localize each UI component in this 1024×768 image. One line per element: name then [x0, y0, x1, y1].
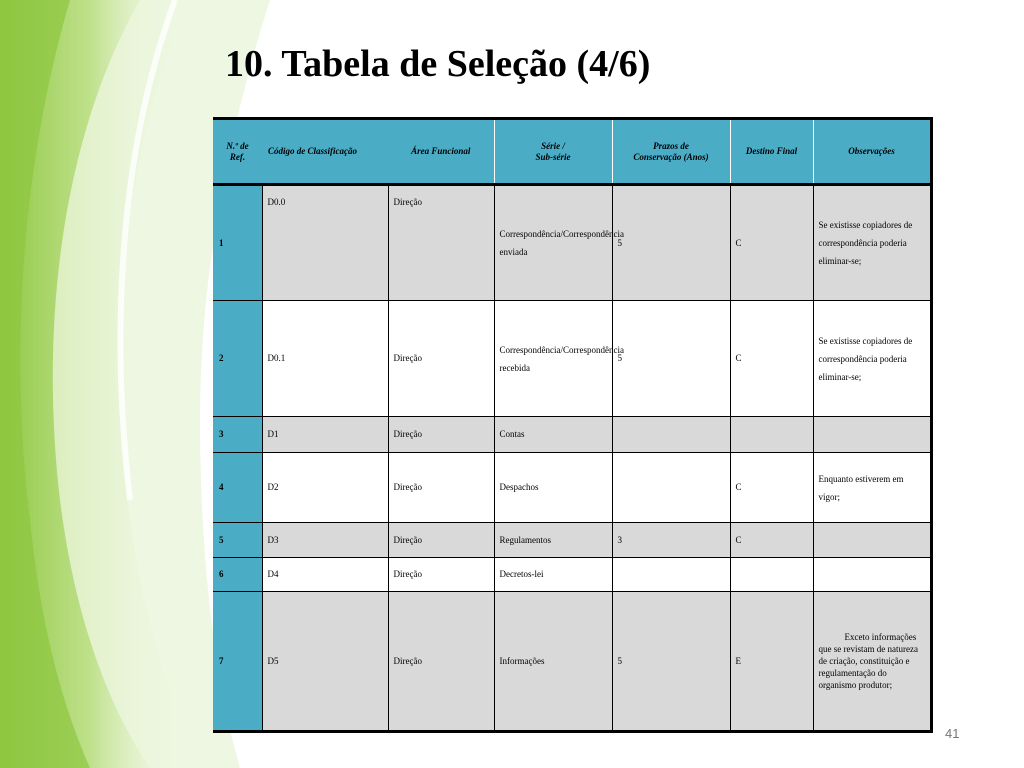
cell-ref: 7: [213, 592, 262, 732]
cell-codigo: D4: [262, 558, 388, 592]
cell-area: Direção: [388, 558, 494, 592]
cell-destino: C: [730, 185, 813, 301]
cell-prazo: 3: [612, 523, 730, 558]
cell-destino: E: [730, 592, 813, 732]
header-destino: Destino Final: [730, 119, 813, 185]
header-ref-line2: Ref.: [229, 151, 246, 162]
header-prazos-line2: Conservação (Anos): [633, 151, 709, 162]
cell-destino: [730, 558, 813, 592]
header-serie-line2: Sub-série: [535, 151, 571, 162]
cell-destino: C: [730, 301, 813, 417]
table-row: [213, 558, 931, 592]
header-prazos-line1: Prazos de: [653, 140, 689, 151]
cell-area: Direção: [388, 301, 494, 417]
cell-codigo: D2: [262, 453, 388, 523]
table-row: [213, 523, 931, 558]
table-row: [213, 592, 931, 732]
cell-prazo: 5: [612, 592, 730, 732]
cell-codigo: D5: [262, 592, 388, 732]
cell-destino: [730, 417, 813, 453]
header-serie: [494, 119, 612, 185]
cell-prazo: [612, 453, 730, 523]
cell-codigo: D0.0: [262, 185, 388, 301]
cell-ref: 4: [213, 453, 262, 523]
header-ref-line1: N.º de: [226, 140, 249, 151]
cell-ref: 6: [213, 558, 262, 592]
header-serie-line1: Série /: [541, 140, 565, 151]
cell-serie: Correspondência/Correspondência enviada: [494, 185, 612, 301]
cell-prazo: [612, 558, 730, 592]
table-row: [213, 453, 931, 523]
cell-serie: Regulamentos: [494, 523, 612, 558]
slide-number: 41: [945, 726, 960, 741]
table-row: [213, 417, 931, 453]
cell-serie: Contas: [494, 417, 612, 453]
slide-title: 10. Tabela de Seleção (4/6): [225, 43, 651, 85]
cell-destino: C: [730, 453, 813, 523]
cell-observacoes: Se existisse copiadores de correspondência poderia eliminar-se;: [813, 185, 931, 301]
header-ref: [213, 119, 262, 185]
cell-ref: 5: [213, 523, 262, 558]
cell-serie: Decretos-lei: [494, 558, 612, 592]
cell-area: Direção: [388, 453, 494, 523]
table-row: [213, 185, 931, 301]
selection-table: [213, 117, 933, 733]
cell-prazo: [612, 417, 730, 453]
cell-ref: 1: [213, 185, 262, 301]
cell-prazo: 5: [612, 301, 730, 417]
cell-observacoes: [813, 417, 931, 453]
cell-codigo: D3: [262, 523, 388, 558]
cell-observacoes: Exceto informações que se revistam de natureza de criação, constituição e regulamentação do organismo produtor;: [813, 592, 931, 732]
cell-prazo: 5: [612, 185, 730, 301]
cell-codigo: D1: [262, 417, 388, 453]
header-prazos: [612, 119, 730, 185]
cell-codigo: D0.1: [262, 301, 388, 417]
cell-area: Direção: [388, 417, 494, 453]
table-header-row: [213, 119, 931, 185]
cell-serie: Correspondência/Correspondência recebida: [494, 301, 612, 417]
cell-serie: Despachos: [494, 453, 612, 523]
header-codigo: Código de Classificação: [262, 119, 388, 185]
cell-destino: C: [730, 523, 813, 558]
cell-observacoes: [813, 523, 931, 558]
cell-observacoes: Enquanto estiverem em vigor;: [813, 453, 931, 523]
cell-ref: 2: [213, 301, 262, 417]
table-row: [213, 301, 931, 417]
cell-area: Direção: [388, 523, 494, 558]
cell-area: Direção: [388, 185, 494, 301]
cell-observacoes: [813, 558, 931, 592]
header-observacoes: Observações: [813, 119, 931, 185]
cell-observacoes: Se existisse copiadores de correspondência poderia eliminar-se;: [813, 301, 931, 417]
cell-serie: Informações: [494, 592, 612, 732]
cell-ref: 3: [213, 417, 262, 453]
header-area: Área Funcional: [388, 119, 494, 185]
cell-area: Direção: [388, 592, 494, 732]
